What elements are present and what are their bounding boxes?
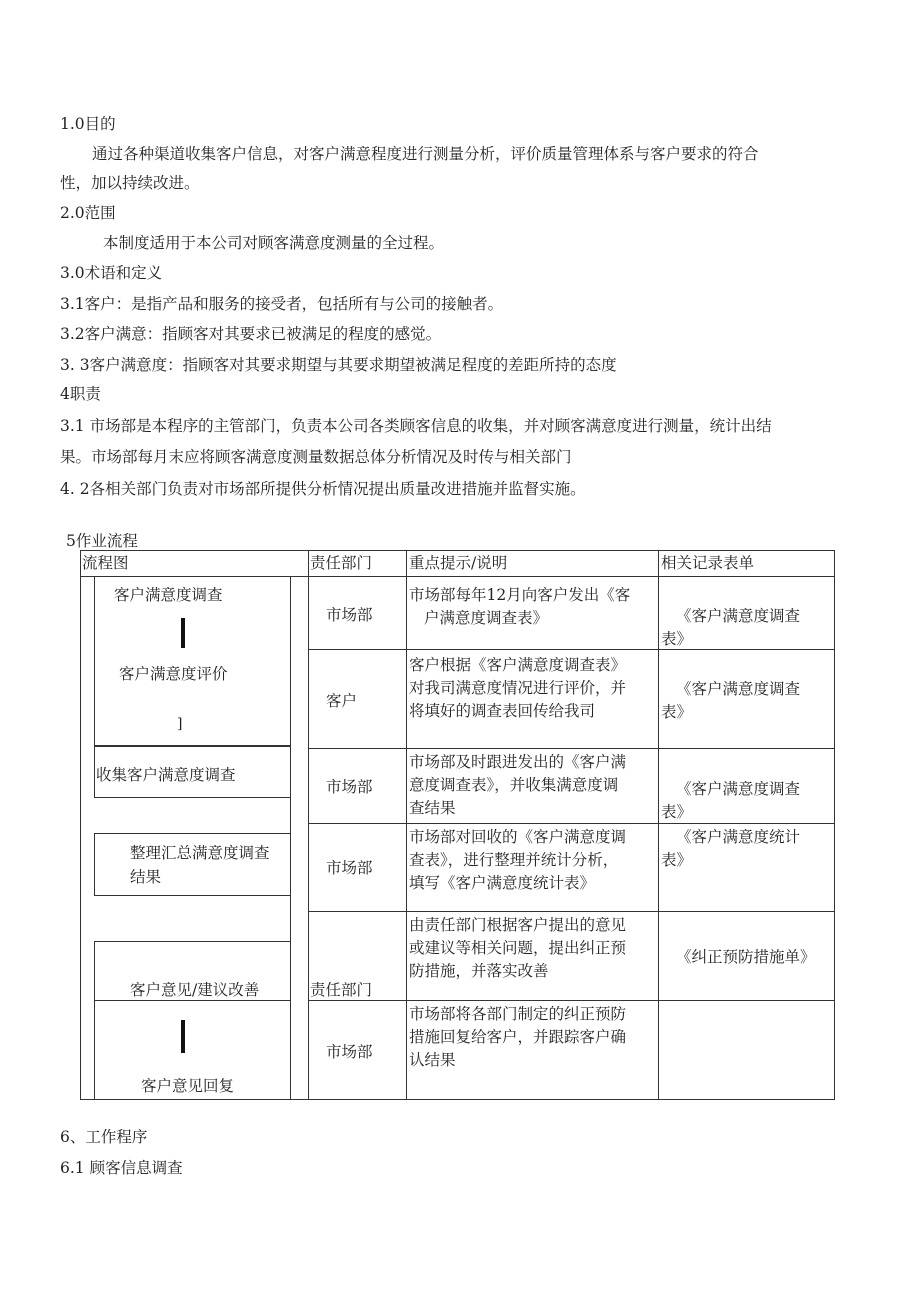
section-1-paragraph-line2: 性，加以持续改进。 xyxy=(60,174,200,192)
row5-desc-line1: 由责任部门根据客户提出的意见 xyxy=(409,916,627,934)
row4-desc-line3: 填写《客户满意度统计表》 xyxy=(409,874,596,892)
definition-3-1: 3.1客户：是指产品和服务的接受者，包括所有与公司的接触者。 xyxy=(60,295,504,313)
row2-desc-line2: 对我司满意度情况进行评价，并 xyxy=(409,679,627,697)
definition-3-2: 3.2客户满意：指顾客对其要求已被满足的程度的感觉。 xyxy=(60,325,442,343)
row3-department: 市场部 xyxy=(326,778,373,796)
row3-desc-line1: 市场部及时跟进发出的《客户满 xyxy=(409,753,627,771)
header-department: 责任部门 xyxy=(310,554,373,572)
row1-form-line2: 表》 xyxy=(661,630,693,648)
row3-form-line1: 《客户满意度调查 xyxy=(676,780,801,798)
flow-step-reply: 客户意见回复 xyxy=(141,1077,235,1095)
row5-desc-line3: 防措施，并落实改善 xyxy=(409,962,549,980)
row6-desc-line2: 措施回复给客户，并跟踪客户确 xyxy=(409,1028,627,1046)
row2-desc-line1: 客户根据《客户满意度调查表》 xyxy=(409,656,627,674)
row2-department: 客户 xyxy=(326,692,358,710)
section-2-heading: 2.0范围 xyxy=(60,204,116,222)
row4-form-line2: 表》 xyxy=(661,851,693,869)
row1-desc-line1: 市场部每年12月向客户发出《客 xyxy=(409,586,631,604)
row4-desc-line1: 市场部对回收的《客户满意度调 xyxy=(409,828,627,846)
definition-3-3: 3. 3客户满意度：指顾客对其要求期望与其要求期望被满足程度的差距所持的态度 xyxy=(60,356,617,374)
row5-department: 责任部门 xyxy=(310,981,373,999)
row5-desc-line2: 或建议等相关问题，提出纠正预 xyxy=(409,939,627,957)
header-forms: 相关记录表单 xyxy=(661,554,755,572)
section-1-heading: 1.0目的 xyxy=(60,115,116,133)
flow-bracket-mark: ] xyxy=(177,716,183,732)
row6-department: 市场部 xyxy=(326,1043,373,1061)
row2-desc-line3: 将填好的调查表回传给我司 xyxy=(409,702,596,720)
section-4-heading: 4职责 xyxy=(60,385,101,403)
flow-step-improve: 客户意见/建议改善 xyxy=(130,981,260,999)
flow-step-summarize-line1: 整理汇总满意度调查 xyxy=(130,844,270,862)
section-5-heading: 5作业流程 xyxy=(66,532,138,550)
section-1-paragraph-line1: 通过各种渠道收集客户信息，对客户满意程度进行测量分析，评价质量管理体系与客户要求的符合 xyxy=(92,145,759,163)
row3-desc-line3: 查结果 xyxy=(409,799,456,817)
section-2-paragraph: 本制度适用于本公司对顾客满意度测量的全过程。 xyxy=(103,234,445,252)
section-6-heading: 6、工作程序 xyxy=(60,1128,148,1146)
row4-desc-line2: 查表》，进行整理并统计分析， xyxy=(409,851,619,869)
row6-desc-line1: 市场部将各部门制定的纠正预防 xyxy=(409,1005,627,1023)
row2-form-line2: 表》 xyxy=(661,703,693,721)
row3-form-line2: 表》 xyxy=(661,803,693,821)
duty-2: 4. 2各相关部门负责对市场部所提供分析情况提出质量改进措施并监督实施。 xyxy=(60,480,586,498)
row5-form: 《纠正预防措施单》 xyxy=(676,948,816,966)
header-notes: 重点提示/说明 xyxy=(409,554,508,572)
flow-step-evaluate: 客户满意度评价 xyxy=(119,665,228,683)
flow-arrow-2 xyxy=(181,1020,185,1053)
row2-form-line1: 《客户满意度调查 xyxy=(676,680,801,698)
flow-step-collect: 收集客户满意度调查 xyxy=(96,766,236,784)
row4-form-line1: 《客户满意度统计 xyxy=(676,828,801,846)
flow-arrow-1 xyxy=(181,618,185,648)
flow-step-survey: 客户满意度调查 xyxy=(114,586,223,604)
row1-desc-line2: 户满意度调查表》 xyxy=(424,609,549,627)
row1-department: 市场部 xyxy=(326,606,373,624)
section-6-1: 6.1 顾客信息调查 xyxy=(60,1159,183,1177)
section-3-heading: 3.0术语和定义 xyxy=(60,264,163,282)
flow-step-summarize-line2: 结果 xyxy=(130,868,162,886)
duty-1-line2: 果。市场部每月末应将顾客满意度测量数据总体分析情况及时传与相关部门 xyxy=(60,448,572,466)
row4-department: 市场部 xyxy=(326,859,373,877)
duty-1-line1: 3.1 市场部是本程序的主管部门，负责本公司各类顾客信息的收集，并对顾客满意度进行测量，统计出结 xyxy=(60,417,772,435)
header-flowchart: 流程图 xyxy=(82,554,129,572)
row3-desc-line2: 意度调查表》，并收集满意度调 xyxy=(409,776,619,794)
row6-desc-line3: 认结果 xyxy=(409,1051,456,1069)
row1-form-line1: 《客户满意度调查 xyxy=(676,607,801,625)
